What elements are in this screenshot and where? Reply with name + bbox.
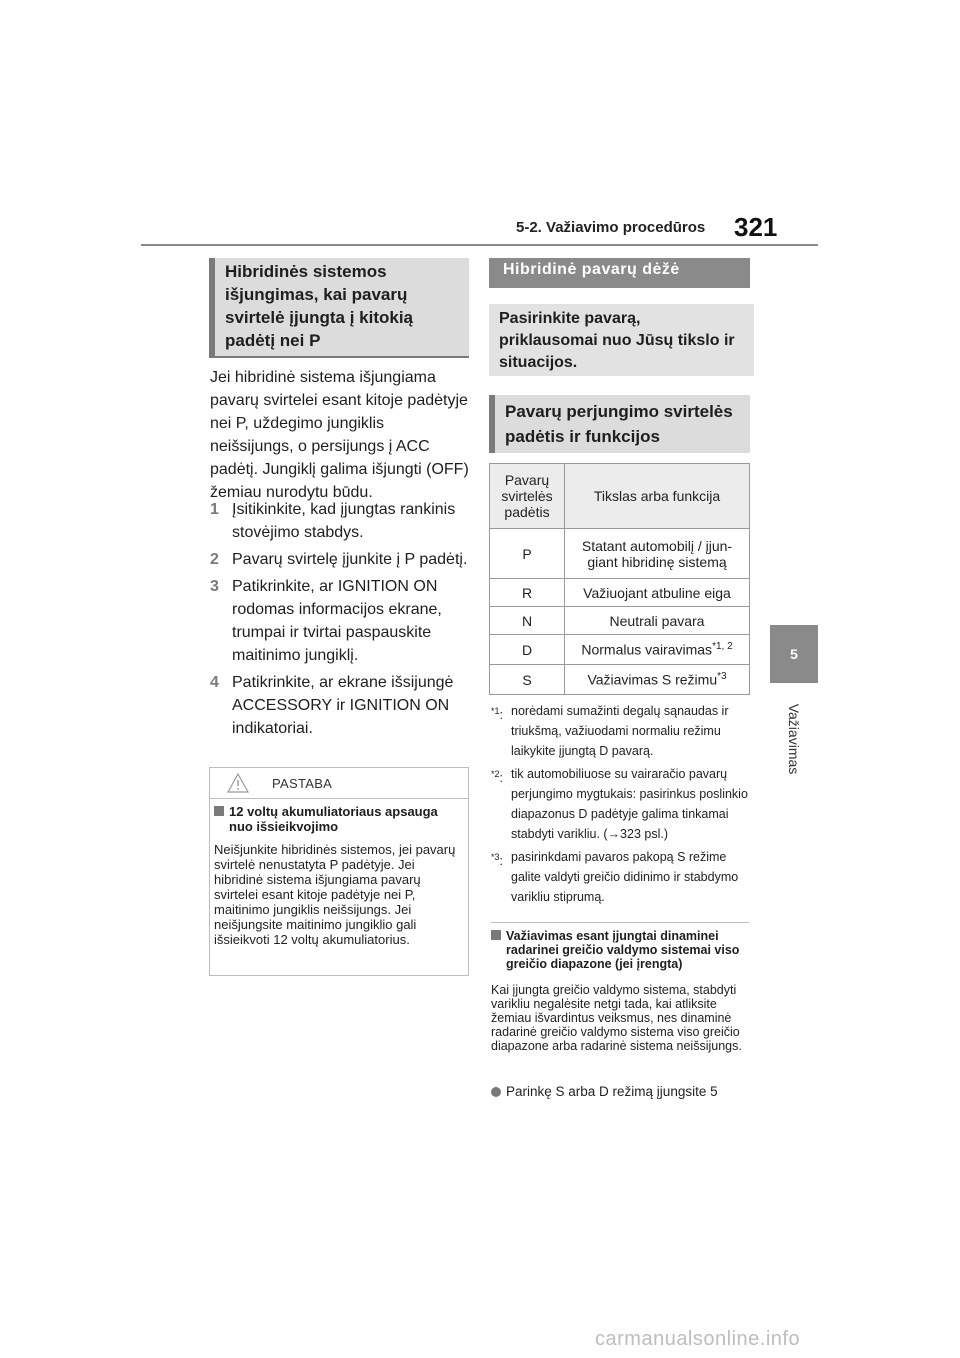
right-intro-box bbox=[489, 304, 754, 376]
intro-paragraph: Jei hibridinė sistema išjungiama pavarų svirtelei esant kitoje padėtyje nei P, uždegimo jungiklis neišsijungs, o persijungs į ACC padėtį. Jungiklį galima išjungti (OFF) žemiau nurodytu būdu. bbox=[210, 369, 469, 501]
table-header: Tikslas arba funkcija bbox=[565, 464, 750, 529]
footnote-ref: *1, 2 bbox=[712, 641, 733, 653]
footnote-mark: $^{*3}$: bbox=[491, 852, 503, 869]
intro-line: Pasirinkite pavarą, bbox=[499, 310, 641, 327]
left-section-heading bbox=[209, 258, 469, 358]
table-cell-function bbox=[565, 579, 750, 607]
notice-title bbox=[214, 804, 464, 834]
function-text: Važiuojant atbuline eiga bbox=[583, 584, 731, 601]
intro-line: priklausomai nuo Jūsų tikslo ir bbox=[499, 332, 735, 349]
heading-line: padėtį nei P bbox=[225, 331, 321, 350]
table-row bbox=[490, 579, 750, 607]
footnote-mark: $^{*1}$: bbox=[491, 706, 503, 723]
table-row bbox=[490, 635, 750, 665]
header-divider bbox=[141, 244, 818, 246]
function-text: Normalus vairavimas bbox=[581, 641, 713, 658]
subheading-text: Važiavimas esant įjungtai dinaminei radarinei greičio valdymo sistemai viso greičio diapazone (jei įrengta) bbox=[506, 929, 740, 971]
footnote-text: tik automobiliuose su vairaračio pavarų perjungimo mygtukais: pasirinkus poslinkio diapazonus D padėtyje galima tinkamai stabdyti varikliu. (→323 psl.) bbox=[511, 767, 748, 841]
table-cell-function bbox=[565, 529, 750, 579]
step-item bbox=[210, 548, 470, 571]
circle-bullet-icon bbox=[491, 1087, 501, 1097]
table-cell-position: D bbox=[490, 635, 565, 665]
table-cell-function bbox=[565, 607, 750, 635]
notice-header bbox=[210, 768, 468, 799]
footnotes bbox=[491, 701, 753, 910]
table-row bbox=[490, 607, 750, 635]
table-header-row bbox=[490, 464, 750, 529]
footnote-text: pasirinkdami pavaros pakopą S režime galite valdyti greičio didinimo ir stabdymo varikliu stiprumą. bbox=[511, 850, 739, 904]
square-bullet-icon bbox=[214, 806, 224, 816]
table-cell-function bbox=[565, 665, 750, 695]
footnote-item bbox=[491, 701, 753, 761]
cruise-control-subheading bbox=[491, 929, 749, 971]
page-number: 321 bbox=[734, 212, 778, 242]
heading-line: Pavarų perjungimo svirtelės bbox=[505, 402, 733, 421]
watermark: carmanualsonline.info bbox=[595, 1328, 801, 1350]
gear-function-table bbox=[489, 463, 750, 695]
heading-line: išjungimas, kai pavarų bbox=[225, 285, 408, 304]
square-bullet-icon bbox=[491, 930, 501, 940]
footnote-text: norėdami sumažinti degalų sąnaudas ir triukšmą, važiuodami normaliu režimu laikykite įjungtą D pavarą. bbox=[511, 704, 729, 758]
table-cell-position: R bbox=[490, 579, 565, 607]
chapter-title-vertical bbox=[781, 694, 807, 784]
step-text: Įsitikinkite, kad įjungtas rankinis stovėjimo stabdys. bbox=[232, 501, 456, 541]
notice-label: PASTABA bbox=[272, 776, 333, 791]
step-number: 2 bbox=[210, 551, 219, 568]
footnote-item bbox=[491, 764, 753, 844]
footnote-divider bbox=[491, 922, 749, 923]
heading-line: Hibridinės sistemos bbox=[225, 262, 387, 281]
footnote-mark-text: *2 bbox=[491, 769, 500, 779]
footnote-ref: *3 bbox=[717, 671, 727, 683]
notice-title-text: 12 voltų akumuliatoriaus apsauga nuo išsieikvojimo bbox=[229, 804, 438, 834]
table-cell-position: P bbox=[490, 529, 565, 579]
right-subsection-heading bbox=[489, 395, 750, 453]
bullet-text: Parinkę S arba D režimą įjungsite 5 bbox=[506, 1084, 718, 1099]
notice-box bbox=[209, 767, 469, 976]
steps-list bbox=[210, 498, 470, 744]
step-number: 4 bbox=[210, 674, 219, 691]
warning-triangle-icon bbox=[227, 773, 249, 793]
intro-line: situacijos. bbox=[499, 354, 578, 371]
footnote-mark: $^{*2}$: bbox=[491, 769, 503, 786]
notice-body: Neišjunkite hibridinės sistemos, jei pavarų svirtelė nenustatyta P padėtyje. Jei hibridinė sistema išjungiama pavarų svirtelei esant kitoje padėtyje nei P, maitinimo jungiklis neišsijungs. Jei neišjungsite maitinimo jungiklio gali išsieikvoti 12 voltų akumuliatorius. bbox=[214, 842, 456, 947]
chapter-tab[interactable]: 5 bbox=[770, 625, 818, 683]
footnote-mark-text: *1 bbox=[491, 706, 500, 716]
function-text: Važiavimas S režimu bbox=[587, 671, 718, 688]
header-section-title: 5-2. Važiavimo procedūros bbox=[516, 219, 706, 236]
heading-line: padėtis ir funkcijos bbox=[505, 427, 660, 446]
table-row bbox=[490, 665, 750, 695]
step-number: 3 bbox=[210, 578, 219, 595]
step-item bbox=[210, 575, 470, 667]
chapter-title-text: Važiavimas bbox=[786, 703, 802, 775]
heading-line: svirtelė įjungta į kitokią bbox=[225, 308, 414, 327]
cruise-control-body: Kai įjungta greičio valdymo sistema, stabdyti varikliu negalėsite netgi tada, kai atliksite žemiau išvardintus veiksmus, nes dinaminė radarinė greičio valdymo sistema viso greičio diapazone arba radarinė sistema neišsijungs. bbox=[491, 983, 742, 1053]
footnote-mark-text: *3 bbox=[491, 852, 500, 862]
footnote-item bbox=[491, 847, 753, 907]
step-item bbox=[210, 671, 470, 740]
table-row bbox=[490, 529, 750, 579]
table-cell-position: S bbox=[490, 665, 565, 695]
right-section-title: Hibridinė pavarų dėžė bbox=[489, 258, 750, 288]
step-text: Patikrinkite, ar IGNITION ON rodomas informacijos ekrane, trumpai ir tvirtai paspauskite maitinimo jungiklį. bbox=[232, 578, 442, 664]
step-text: Pavarų svirtelę įjunkite į P padėtį. bbox=[232, 551, 468, 568]
table-cell-position: N bbox=[490, 607, 565, 635]
function-text: Neutrali pavara bbox=[609, 612, 705, 629]
step-item bbox=[210, 498, 470, 544]
step-number: 1 bbox=[210, 501, 219, 518]
function-text: Statant automobilį / įjun-giant hibridinę sistemą bbox=[581, 537, 733, 570]
table-cell-function bbox=[565, 635, 750, 665]
step-text: Patikrinkite, ar ekrane išsijungė ACCESSORY ir IGNITION ON indikatoriai. bbox=[232, 674, 454, 737]
bullet-item bbox=[491, 1084, 751, 1099]
table-header: Pavarų svirtelės padėtis bbox=[490, 464, 565, 529]
